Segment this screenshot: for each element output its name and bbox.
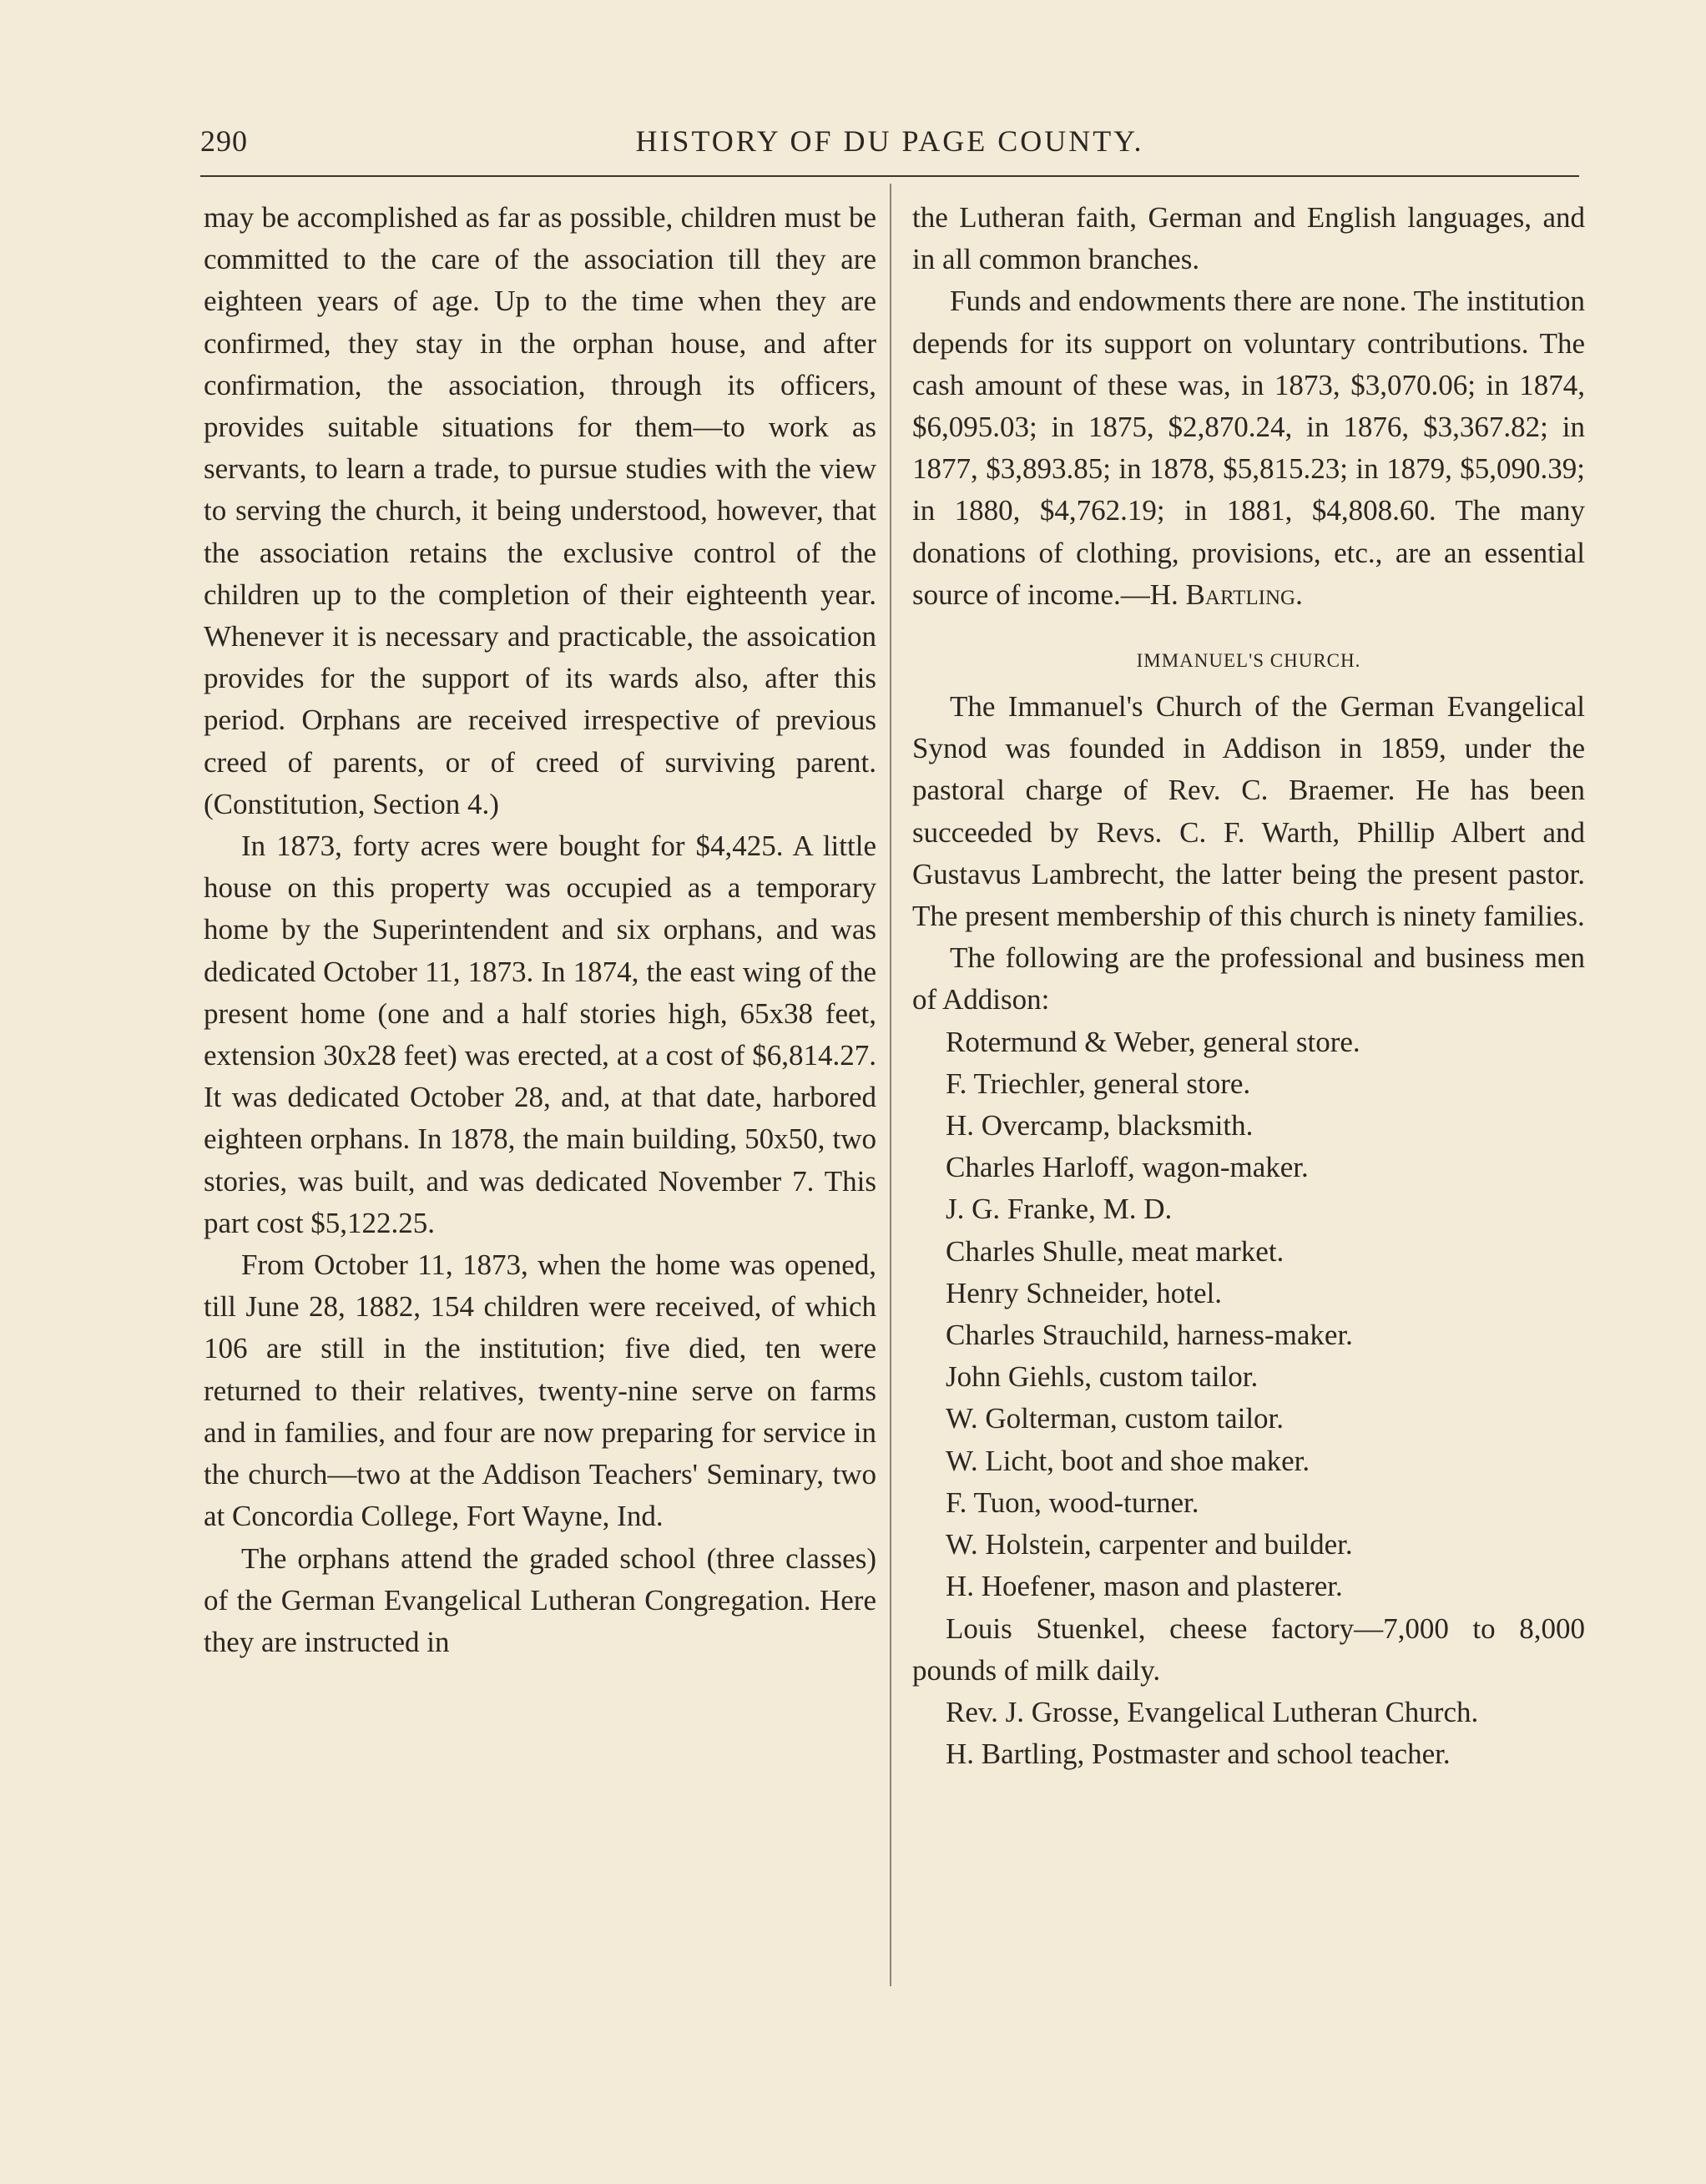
business-entry: Charles Strauchild, harness-maker. bbox=[946, 1319, 1353, 1352]
business-entry: Charles Harloff, wagon-maker. bbox=[946, 1151, 1309, 1184]
business-entry: John Giehls, custom tailor. bbox=[946, 1360, 1259, 1394]
business-entry: Rotermund & Weber, general store. bbox=[946, 1025, 1360, 1058]
header-rule bbox=[200, 175, 1579, 177]
business-entry: W. Licht, boot and shoe maker. bbox=[946, 1444, 1310, 1477]
column-divider bbox=[890, 184, 891, 1986]
business-entry: Charles Shulle, meat market. bbox=[946, 1234, 1285, 1268]
business-entry: J. G. Franke, M. D. bbox=[946, 1193, 1173, 1226]
business-entry: Rev. J. Grosse, Evangelical Lutheran Church. bbox=[946, 1695, 1479, 1728]
business-entry: W. Holstein, carpenter and builder. bbox=[946, 1528, 1353, 1561]
page-header bbox=[200, 124, 1579, 167]
left-column bbox=[204, 197, 876, 1663]
paragraph: may be accomplished as far as possible, children must be committed to the care of the association till they are eighteen years of age. Up to the time when they are confirmed, they stay in the orphan house, and after confirmation, the association, through its officers, provides suitable situations for them—to work as servants, to learn a trade, to pursue studies with the view to serving the church, it being understood, however, that the association retains the exclusive control of the children up to the completion of their eighteenth year. Whenever it is necessary and practicable, the assoication provides for the support of its wards also, after this period. Orphans are received irrespective of previous creed of parents, or of creed of surviving parent. (Constitution, Section 4.) bbox=[204, 201, 876, 820]
page-number: 290 bbox=[200, 124, 248, 158]
business-entry: H. Bartling, Postmaster and school teacher. bbox=[946, 1738, 1451, 1771]
author-signature: H. Bartling. bbox=[1149, 578, 1303, 611]
business-entry: W. Golterman, custom tailor. bbox=[946, 1402, 1285, 1435]
business-entry: F. Tuon, wood-turner. bbox=[946, 1485, 1199, 1519]
paragraph: the Lutheran faith, German and English languages, and in all common branches. bbox=[912, 201, 1585, 276]
paragraph bbox=[912, 280, 1585, 616]
paragraph: In 1873, forty acres were bought for $4,425. A little house on this property was occupied as a temporary home by the Superintendent and six orphans, and was dedicated October 11, 1873. In 1874, the east wing of the present home (one and a half stories high, 65x38 feet, extension 30x28 feet) was erected, at a cost of $6,814.27. It was dedicated October 28, and, at that date, harbored eighteen orphans. In 1878, the main building, 50x50, two stories, was built, and was dedicated November 7. This part cost $5,122.25. bbox=[204, 830, 876, 1239]
business-entry: H. Hoefener, mason and plasterer. bbox=[946, 1570, 1343, 1603]
paragraph: From October 11, 1873, when the home was opened, till June 28, 1882, 154 children were received, of which 106 are still in the institution; five died, ten were returned to their relatives, twenty-nine serve on farms and in families, and four are now preparing for service in the church—two at the Addison Teachers' Seminary, two at Concordia College, Fort Wayne, Ind. bbox=[204, 1248, 876, 1533]
paragraph-text: Funds and endowments there are none. The institution depends for its support on voluntary contributions. The cash amount of these was, in 1873, $3,070.06; in 1874, $6,095.03; in 1875, $2,870.24, in 1876, $3,367.82; in 1877, $3,893.85; in 1878, $5,815.23; in 1879, $5,090.39; in 1880, $4,762.19; in 1881, $4,808.60. The many donations of clothing, provisions, etc., are an essential source of income.— bbox=[912, 285, 1585, 611]
running-title: HISTORY OF DU PAGE COUNTY. bbox=[635, 124, 1144, 158]
paragraph: The Immanuel's Church of the German Evangelical Synod was founded in Addison in 1859, under the pastoral charge of Rev. C. Braemer. He has been succeeded by Revs. C. F. Warth, Phillip Albert and Gustavus Lambrecht, the latter being the present pastor. The present membership of this church is ninety families. bbox=[912, 690, 1585, 933]
right-column bbox=[912, 197, 1585, 1775]
business-entry: Louis Stuenkel, cheese factory—7,000 to 8,000 pounds of milk daily. bbox=[912, 1612, 1585, 1687]
section-heading: IMMANUEL'S CHURCH. bbox=[1136, 650, 1361, 672]
business-directory bbox=[912, 1021, 1585, 1776]
business-entry: H. Overcamp, blacksmith. bbox=[946, 1109, 1254, 1142]
paragraph: The following are the professional and business men of Addison: bbox=[912, 941, 1585, 1016]
business-entry: Henry Schneider, hotel. bbox=[946, 1276, 1222, 1309]
business-entry: F. Triechler, general store. bbox=[946, 1067, 1251, 1100]
paragraph: The orphans attend the graded school (three classes) of the German Evangelical Lutheran Congregation. Here they are instructed in bbox=[204, 1541, 876, 1658]
